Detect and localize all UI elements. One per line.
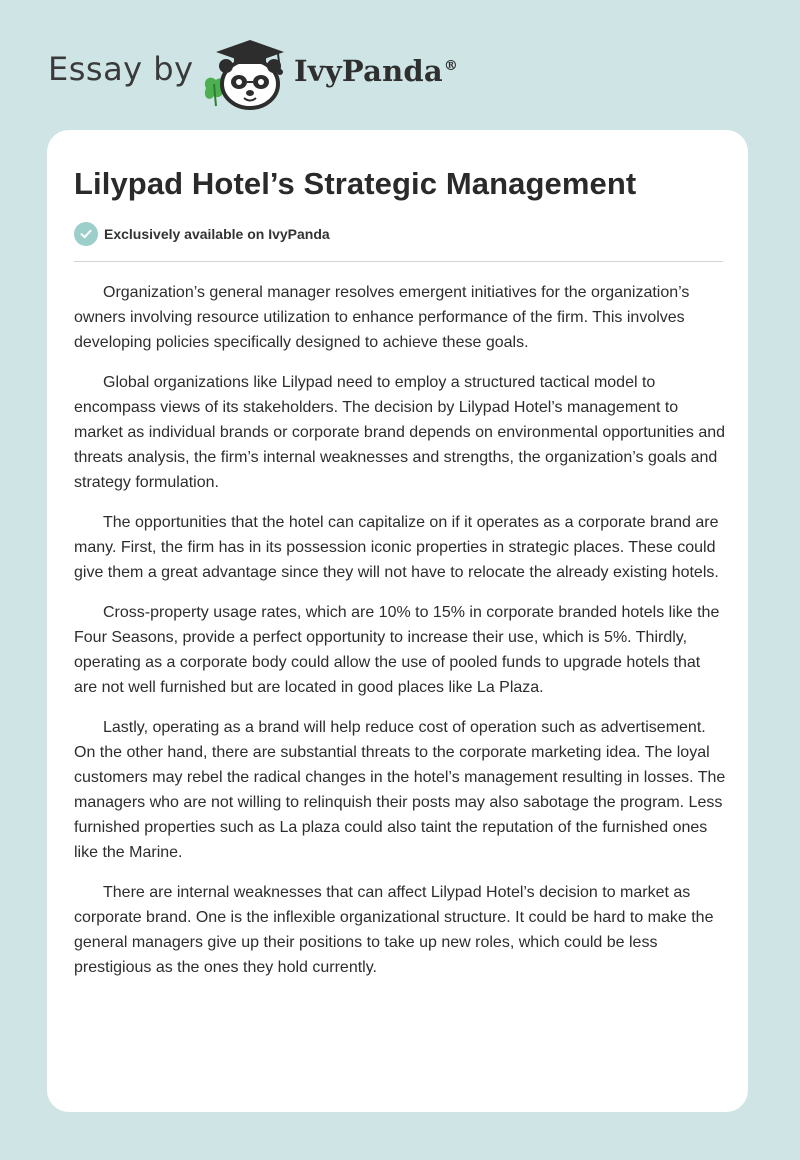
site-header: [48, 36, 548, 106]
paragraph: There are internal weaknesses that can affect Lilypad Hotel’s decision to market as corporate brand. One is the inflexible organizational structure. It could be hard to make the general managers give up their positions to take up new roles, which could be less prestigious as the ones they hold currently.: [74, 884, 714, 976]
badge-text: Exclusively available on IvyPanda: [104, 226, 330, 242]
essay-by-label: Essay by: [48, 50, 194, 88]
brand-name-text: IvyPanda: [294, 54, 443, 88]
essay-card: [47, 130, 748, 1112]
brand-name[interactable]: [294, 54, 458, 88]
exclusive-badge: [74, 222, 330, 246]
registered-mark: ®: [443, 58, 459, 75]
essay-title: Lilypad Hotel’s Strategic Management: [74, 166, 637, 201]
essay-body: [74, 280, 726, 995]
title-divider: [74, 261, 723, 262]
panda-graduate-icon[interactable]: [200, 36, 290, 110]
paragraph: Global organizations like Lilypad need to employ a structured tactical model to encompass views of its stakeholders. The decision by Lilypad Hotel’s management to market as individual brands or corporate brand depends on environmental opportunities and threats analysis, the firm’s internal weaknesses and strengths, the organization’s goals and strategy formulation.: [74, 374, 726, 491]
paragraph: Organization’s general manager resolves emergent initiatives for the organization’s owners involving resource utilization to enhance performance of the firm. This involves developing policies specifically designed to achieve these goals.: [74, 284, 690, 351]
paragraph: Cross-property usage rates, which are 10% to 15% in corporate branded hotels like the Four Seasons, provide a perfect opportunity to increase their use, which is 5%. Thirdly, operating as a corporate body could allow the use of pooled funds to upgrade hotels that are not well furnished but are located in good places like La Plaza.: [74, 604, 720, 696]
paragraph: Lastly, operating as a brand will help reduce cost of operation such as advertisement. On the other hand, there are substantial threats to the corporate marketing idea. The loyal customers may rebel the radical changes in the hotel’s management resulting in losses. The managers who are not willing to relinquish their posts may also sabotage the program. Less furnished properties such as La plaza could also taint the reputation of the furnished ones like the Marine.: [74, 719, 726, 861]
check-circle-icon: [74, 222, 98, 246]
paragraph: The opportunities that the hotel can capitalize on if it operates as a corporate brand are many. First, the firm has in its possession iconic properties in strategic places. These could give them a great advantage since they will not have to relocate the already existing hotels.: [74, 514, 719, 581]
